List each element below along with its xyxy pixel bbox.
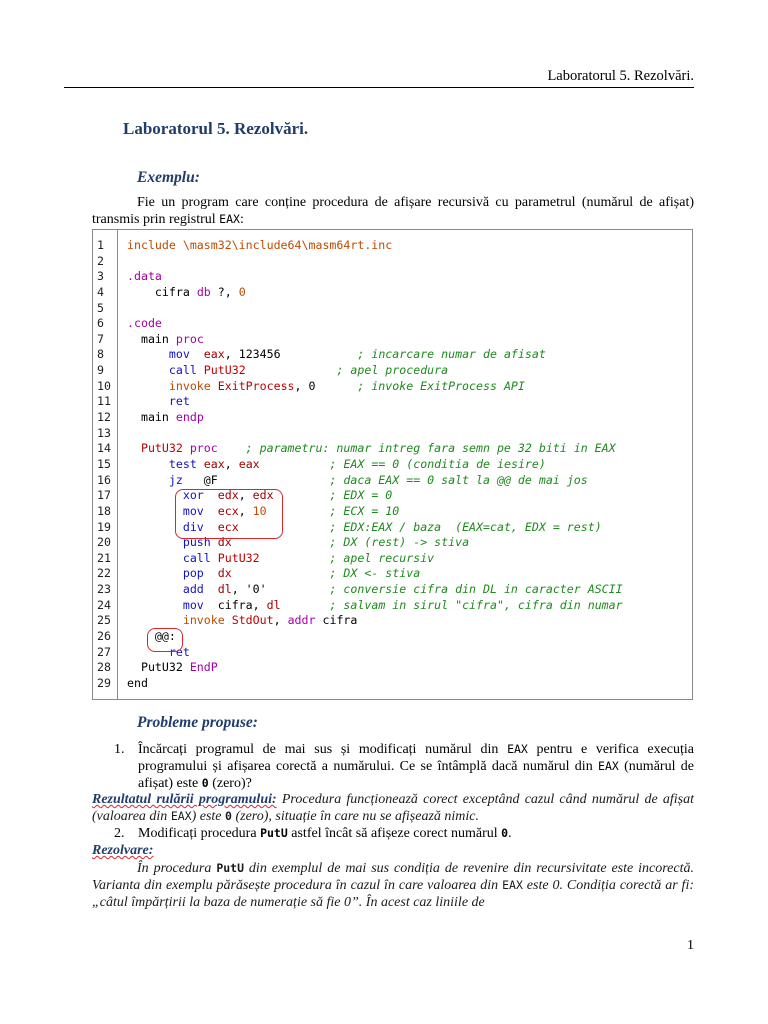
code-token: test: [127, 456, 197, 471]
code-token: ; EDX:EAX / baza (EAX=cat, EDX = rest): [329, 519, 602, 534]
page-number: 1: [687, 938, 694, 953]
code-text: [127, 269, 162, 285]
code-line: [93, 566, 692, 582]
code-token: .code: [127, 316, 162, 331]
line-number: 10: [97, 378, 111, 393]
code-text: [127, 316, 162, 332]
code-text: [127, 363, 448, 379]
intro-register: EAX: [219, 212, 240, 226]
code-token: edx: [252, 488, 274, 503]
line-number: 13: [97, 425, 111, 440]
line-number: 15: [97, 456, 111, 471]
code-token: ; salvam in sirul "cifra", cifra din numar: [329, 597, 623, 612]
code-line: [93, 379, 692, 395]
code-token: ,: [224, 456, 239, 471]
code-token: ?,: [210, 284, 239, 299]
line-number: 18: [97, 503, 111, 518]
code-token: ret: [127, 394, 190, 409]
code-token: ; DX <- stiva: [329, 566, 421, 581]
code-token: ,: [273, 613, 288, 628]
zero-value: 0: [201, 776, 209, 790]
code-token: 10: [252, 503, 267, 518]
code-line: [93, 238, 692, 254]
highlight-label-block: [147, 628, 183, 652]
code-token: ; incarcare numar de afisat: [357, 347, 546, 362]
text-run: din exemplul de mai sus condiția de revenire din recursivitate este incorectă. Varianta din exemplu părăsește procedura în cazul în care valoarea din: [92, 861, 694, 893]
code-text: [127, 598, 623, 614]
code-text: [127, 613, 357, 629]
code-line: [93, 457, 692, 473]
line-number: 14: [97, 441, 111, 456]
code-token: ; ECX = 10: [329, 503, 400, 518]
line-number: 26: [97, 629, 111, 644]
page-title: Laboratorul 5. Rezolvări.: [123, 119, 309, 138]
code-line: [93, 394, 692, 410]
code-token: ; daca EAX == 0 salt la @@ de mai jos: [329, 472, 588, 487]
line-number: 29: [97, 675, 111, 690]
code-token: jz: [127, 472, 183, 487]
code-token: endp: [175, 410, 204, 425]
code-token: invoke: [127, 378, 211, 393]
code-token: xor: [127, 488, 204, 503]
code-token: cifra,: [203, 597, 267, 612]
line-number: 12: [97, 410, 111, 425]
answer-label: Rezultatul rulării programului:: [92, 792, 277, 807]
register-ref: EAX: [170, 809, 192, 823]
code-token: [211, 551, 218, 565]
line-number: 24: [97, 597, 111, 612]
code-token: [190, 347, 204, 361]
code-token: eax: [238, 456, 260, 471]
code-token: cifra: [315, 613, 358, 628]
line-number: 6: [97, 316, 104, 331]
code-line: [93, 441, 692, 457]
code-text: [127, 473, 588, 489]
code-token: StdOut: [231, 613, 274, 628]
line-number: 19: [97, 519, 111, 534]
code-token: call: [127, 550, 211, 565]
code-token: ; apel procedura: [336, 363, 449, 378]
code-line: [93, 613, 692, 629]
code-token: eax: [203, 347, 225, 362]
text-run: .: [508, 826, 512, 841]
line-number: 16: [97, 472, 111, 487]
line-number: 8: [97, 347, 104, 362]
code-token: ecx: [217, 503, 239, 518]
text-run: astfel încât să afișeze corect numărul: [287, 826, 502, 841]
code-line: [93, 582, 692, 598]
code-token: mov: [127, 347, 190, 362]
line-number: 3: [97, 269, 104, 284]
code-token: PutU32: [127, 441, 190, 456]
text-run: (numărul de afișat) este: [138, 759, 694, 791]
code-token: include \masm32\include64\masm64rt.inc: [127, 238, 393, 252]
code-token: ; invoke ExitProcess API: [357, 378, 525, 393]
code-token: PutU32: [203, 363, 246, 378]
code-token: .data: [127, 269, 162, 284]
code-text: [127, 551, 434, 567]
problem-text: [138, 825, 694, 842]
code-token: [197, 457, 204, 471]
problem-text: [138, 741, 694, 792]
code-token: [232, 566, 330, 580]
code-line: [93, 676, 692, 692]
line-number: 27: [97, 644, 111, 659]
text-run: (zero), situație în care nu se afișează nimic.: [231, 809, 480, 824]
line-number: 4: [97, 284, 104, 299]
code-text: [127, 285, 246, 301]
code-token: , 123456: [224, 347, 358, 362]
code-token: , 0: [294, 378, 358, 393]
code-line: [93, 254, 692, 270]
code-token: dx: [217, 535, 232, 550]
code-token: ,: [238, 503, 253, 518]
running-header: Laboratorul 5. Rezolvări.: [547, 68, 694, 84]
code-token: 0: [238, 284, 246, 299]
code-token: [204, 582, 218, 596]
code-token: @@:: [127, 629, 176, 644]
code-line: [93, 551, 692, 567]
code-token: [260, 551, 330, 565]
code-text: [127, 441, 616, 457]
code-token: main: [127, 410, 176, 425]
code-line: [93, 426, 692, 442]
code-listing: [92, 229, 693, 700]
code-token: dx: [217, 566, 232, 581]
code-token: proc: [175, 331, 204, 346]
code-line: [93, 363, 692, 379]
code-token: push: [127, 535, 211, 550]
code-token: eax: [203, 456, 225, 471]
code-token: dl: [266, 597, 281, 612]
code-token: ; conversie cifra din DL in caracter ASCII: [329, 582, 623, 597]
code-token: [204, 566, 218, 580]
header-rule: [64, 87, 694, 88]
code-line: [93, 301, 692, 317]
code-line: [93, 473, 692, 489]
line-number: 9: [97, 363, 104, 378]
code-text: [127, 566, 420, 582]
code-lines: [93, 238, 692, 692]
register-ref: EAX: [598, 759, 619, 773]
problem-item-2: [92, 825, 694, 842]
code-line: [93, 598, 692, 614]
line-number: 20: [97, 535, 111, 550]
code-text: [127, 660, 218, 676]
code-token: addr: [287, 613, 316, 628]
code-token: db: [196, 284, 211, 299]
code-token: [218, 441, 246, 455]
text-run: În procedura: [137, 861, 217, 876]
register-ref: EAX: [502, 878, 523, 892]
code-token: pop: [127, 566, 204, 581]
line-number: 2: [97, 253, 104, 268]
code-token: mov: [127, 597, 204, 612]
code-token: cifra: [127, 284, 197, 299]
code-line: [93, 347, 692, 363]
line-number: 23: [97, 582, 111, 597]
code-text: [127, 582, 623, 598]
code-text: [127, 379, 525, 395]
line-number: 1: [97, 238, 104, 252]
code-token: dl: [217, 582, 232, 597]
line-number: 5: [97, 300, 104, 315]
code-token: [211, 379, 218, 393]
answer-2: [92, 860, 694, 911]
register-ref: EAX: [507, 742, 528, 756]
code-line: [93, 645, 692, 661]
code-token: ExitProcess: [217, 378, 295, 393]
code-token: ret: [127, 644, 190, 659]
answer-2-label: [92, 843, 694, 859]
code-text: [127, 238, 392, 254]
code-text: [127, 394, 190, 410]
line-number: 21: [97, 550, 111, 565]
zero-value: 0: [501, 826, 509, 840]
highlight-division-block: [175, 489, 283, 539]
code-text: [127, 332, 204, 348]
text-run: Modificați procedura: [138, 826, 261, 841]
code-line: [93, 269, 692, 285]
intro-text: Fie un program care conține procedura de afișare recursivă cu parametrul (numărul de afișat) transmis prin registrul: [92, 195, 694, 227]
code-token: PutU32: [127, 660, 190, 675]
code-token: end: [127, 675, 148, 690]
line-number: 11: [97, 394, 111, 409]
text-run: Procedura funcționează corect exceptând cazul când numărul de afișat (valoarea din: [92, 792, 694, 824]
code-token: PutU32: [217, 550, 260, 565]
procedure-ref: PutU: [260, 826, 288, 840]
code-token: div: [127, 519, 204, 534]
code-text: [127, 347, 546, 363]
code-token: call: [127, 363, 197, 378]
line-number: 22: [97, 566, 111, 581]
code-token: @F: [182, 472, 330, 487]
code-token: ,: [238, 488, 253, 503]
code-text: [127, 676, 148, 692]
code-token: ecx: [217, 519, 239, 534]
code-token: invoke: [127, 613, 225, 628]
code-token: [197, 363, 204, 377]
code-token: main: [127, 331, 176, 346]
problem-number: 2.: [114, 826, 125, 841]
answer-1: [92, 792, 694, 825]
example-intro: [92, 194, 694, 228]
code-line: [93, 332, 692, 348]
code-token: ; EAX == 0 (conditia de iesire): [329, 456, 546, 471]
text-run: ) este: [191, 809, 226, 824]
code-token: EndP: [189, 660, 218, 675]
problems-heading: Probleme propuse:: [137, 714, 258, 731]
line-number: 28: [97, 660, 111, 675]
code-token: edx: [217, 488, 239, 503]
code-token: ; DX (rest) -> stiva: [329, 535, 470, 550]
code-token: mov: [127, 503, 204, 518]
text-run: este 0. Condiția corectă ar fi: „câtul împărțirii la baza de numerație să fie 0”. În acest caz liniile de: [92, 878, 694, 910]
zero-value: 0: [225, 809, 232, 823]
code-token: [260, 457, 330, 471]
example-heading: Exemplu:: [137, 169, 200, 186]
line-number: 7: [97, 331, 104, 346]
code-line: [93, 316, 692, 332]
text-run: Încărcați programul de mai sus și modificați numărul din: [138, 742, 508, 757]
code-token: ; parametru: numar intreg fara semn pe 32 biti in EAX: [245, 441, 616, 456]
code-line: [93, 410, 692, 426]
intro-colon: :: [239, 212, 244, 227]
problem-item-1: [92, 741, 694, 792]
code-token: ; apel recursiv: [329, 550, 435, 565]
text-run: pentru e verifica execuția programului și afișarea corectă a numărului. Ce se întâmplă dacă numărul din: [138, 742, 695, 774]
line-number: 25: [97, 613, 111, 628]
code-text: [127, 457, 546, 473]
code-token: [225, 613, 232, 627]
code-token: [246, 363, 337, 377]
code-token: , '0': [231, 582, 330, 597]
code-token: add: [127, 582, 204, 597]
answer-label: Rezolvare:: [92, 843, 154, 858]
code-token: [281, 598, 330, 612]
code-token: ; EDX = 0: [329, 488, 393, 503]
code-line: [93, 285, 692, 301]
procedure-ref: PutU: [216, 861, 245, 875]
code-token: proc: [189, 441, 218, 456]
line-number: 17: [97, 488, 111, 503]
code-line: [93, 660, 692, 676]
problem-number: 1.: [114, 742, 125, 757]
text-run: (zero)?: [208, 776, 252, 791]
code-text: [127, 410, 204, 426]
